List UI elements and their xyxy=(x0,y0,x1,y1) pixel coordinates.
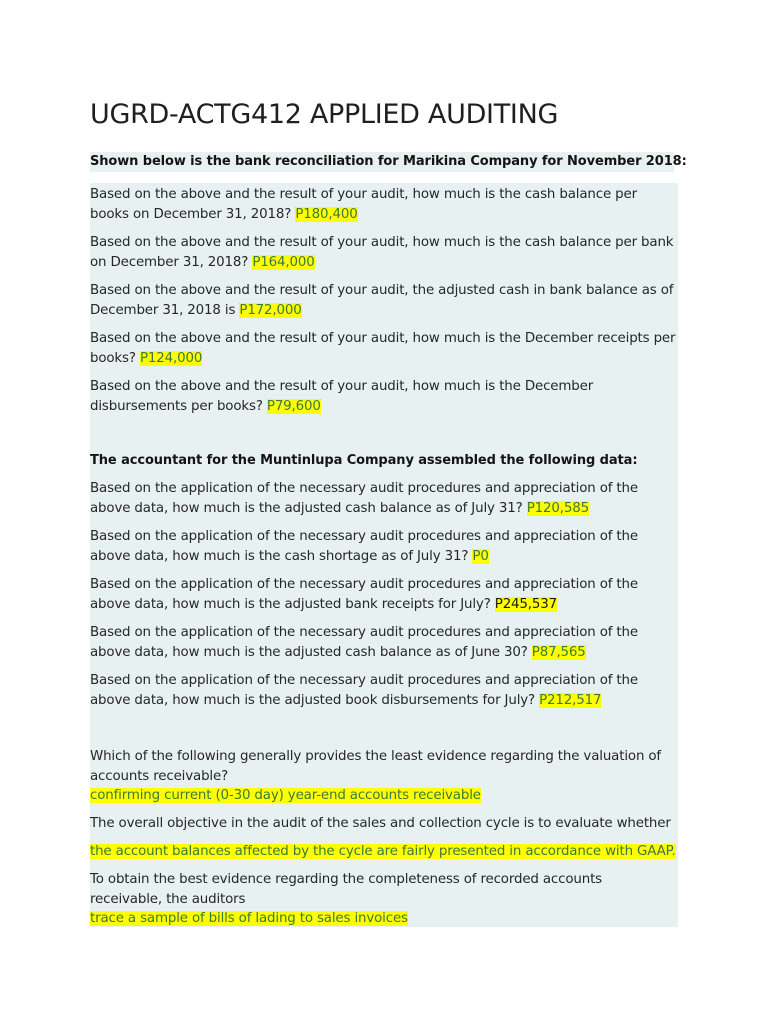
section2-heading: The accountant for the Muntinlupa Company assembled the following data: xyxy=(90,453,638,468)
qa-item xyxy=(90,233,678,272)
answer-highlight: P164,000 xyxy=(252,254,315,270)
qa-item xyxy=(90,671,678,710)
question-text: Based on the above and the result of your audit, how much is the December receipts per books? xyxy=(90,331,676,366)
page-title: UGRD-ACTG412 APPLIED AUDITING xyxy=(90,99,559,130)
qa-answer xyxy=(90,909,408,928)
answer-highlight: confirming current (0-30 day) year-end accounts receivable xyxy=(90,788,481,803)
section1-heading: Shown below is the bank reconciliation for Marikina Company for November 2018: xyxy=(90,152,674,172)
answer-highlight: P79,600 xyxy=(266,398,321,414)
qa-item xyxy=(90,623,678,662)
qa-question: To obtain the best evidence regarding the completeness of recorded accounts receivable, the auditors xyxy=(90,872,602,907)
question-text: Based on the application of the necessary audit procedures and appreciation of the above data, how much is the adjusted cash balance as of June 30? xyxy=(90,625,638,660)
answer-highlight: P120,585 xyxy=(526,500,589,516)
answer-highlight: trace a sample of bills of lading to sales invoices xyxy=(90,911,408,926)
qa-item xyxy=(90,185,678,224)
qa-question: The overall objective in the audit of the sales and collection cycle is to evaluate whether xyxy=(90,816,671,831)
qa-answer xyxy=(90,842,676,861)
answer-highlight: P212,517 xyxy=(539,692,602,708)
qa-item xyxy=(90,575,678,614)
qa-item xyxy=(90,281,678,320)
qa-item xyxy=(90,377,678,416)
question-text: Based on the above and the result of your audit, how much is the cash balance per books on December 31, 2018? xyxy=(90,187,637,222)
question-text: Based on the above and the result of your audit, the adjusted cash in bank balance as of December 31, 2018 is xyxy=(90,283,674,318)
answer-highlight: the account balances affected by the cycle are fairly presented in accordance with GAAP. xyxy=(90,844,676,859)
answer-highlight: P245,537 xyxy=(494,596,558,612)
answer-highlight: P180,400 xyxy=(295,206,358,222)
answer-highlight: P124,000 xyxy=(139,350,203,366)
question-text: Based on the application of the necessary audit procedures and appreciation of the above data, how much is the adjusted bank receipts for July? xyxy=(90,577,638,612)
qa-item xyxy=(90,329,678,368)
qa-item xyxy=(90,479,678,518)
qa-item xyxy=(90,527,678,566)
qa-answer xyxy=(90,786,481,805)
question-text: Based on the above and the result of your audit, how much is the December disbursements per books? xyxy=(90,379,594,414)
qa-question: Which of the following generally provides the least evidence regarding the valuation of accounts receivable? xyxy=(90,749,661,784)
question-text: Based on the application of the necessary audit procedures and appreciation of the above data, how much is the adjusted cash balance as of July 31? xyxy=(90,481,638,516)
answer-highlight: P87,565 xyxy=(531,644,586,660)
question-text: Based on the above and the result of your audit, how much is the cash balance per bank on December 31, 2018? xyxy=(90,235,674,270)
answer-highlight: P172,000 xyxy=(239,302,302,318)
answer-highlight: P0 xyxy=(472,548,489,564)
question-text: Based on the application of the necessary audit procedures and appreciation of the above data, how much is the cash shortage as of July 31? xyxy=(90,529,638,564)
question-text: Based on the application of the necessary audit procedures and appreciation of the above data, how much is the adjusted book disbursements for July? xyxy=(90,673,638,708)
